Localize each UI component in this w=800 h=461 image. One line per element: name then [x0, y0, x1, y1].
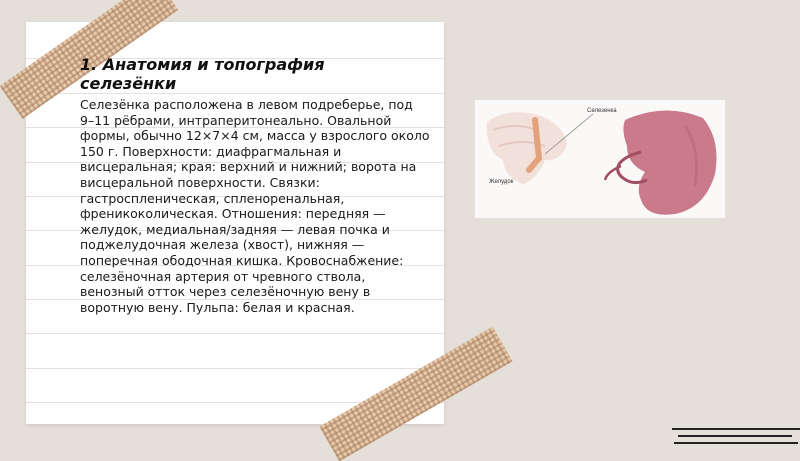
- spleen-illustration: [475, 100, 725, 218]
- deco-line: [678, 435, 792, 437]
- label-stomach: Желудок: [489, 179, 514, 185]
- rule-line: [26, 368, 444, 369]
- label-spleen: Селезенка: [587, 108, 617, 114]
- spleen-diagram: [475, 100, 725, 218]
- stomach-shape: [487, 112, 567, 184]
- rule-line: [26, 333, 444, 334]
- deco-line: [674, 442, 798, 444]
- deco-line: [672, 428, 800, 430]
- rule-line: [26, 93, 444, 94]
- slide-body-text: Селезёнка расположена в левом подреберье, под 9–11 рёбрами, интраперитонеально. Овальной формы, обычно 12×7×4 см, масса у взрослого около 150 г. Поверхности: диафрагмальная и висцеральная; края: верхний и нижний; ворота на висцеральной поверхности. Связки: гастроспленическая, спленоренальная, френикоколическая. Отношения: передняя — желудок, медиальная/задняя — левая почка и поджелудочная железа (хвост), нижняя — поперечная ободочная кишка. Кровоснабжение: селезёночная артерия от чревного ствола, венозный отток через селезёночную вену в воротную вену. Пульпа: белая и красная.: [80, 97, 430, 315]
- decorative-lines: [672, 426, 800, 446]
- slide-title: 1. Анатомия и топография селезёнки: [80, 55, 325, 93]
- spleen-shape: [623, 110, 716, 214]
